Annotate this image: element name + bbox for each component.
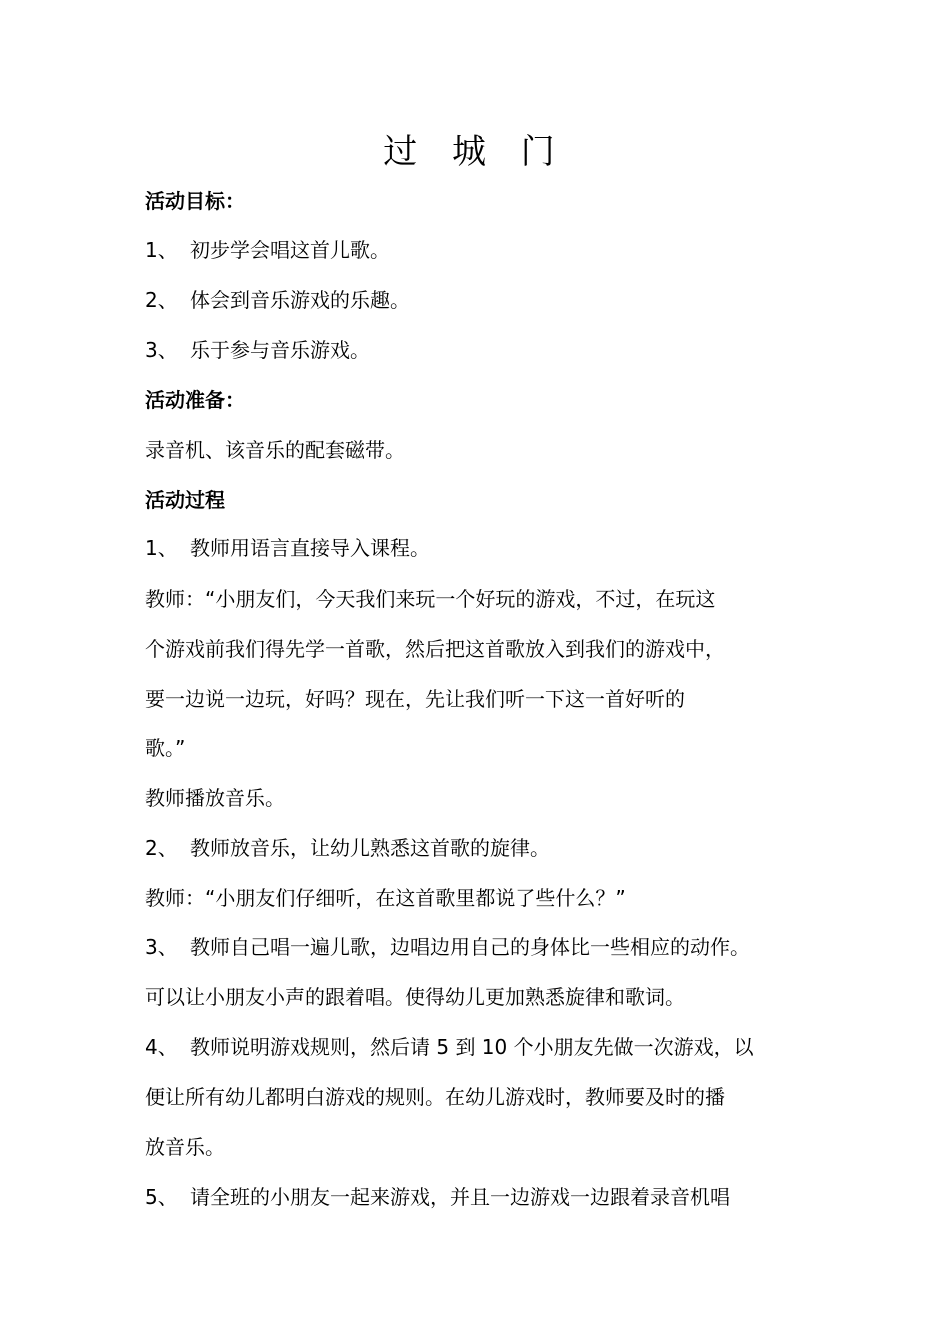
goal-item — [145, 286, 410, 314]
step-text: 教师用语言直接导入课程。 — [190, 536, 430, 560]
step-text: 教师放音乐，让幼儿熟悉这首歌的旋律。 — [190, 836, 550, 860]
step-number: 5、 — [145, 1185, 178, 1209]
goal-number: 3、 — [145, 338, 178, 362]
document-title: 过 城 门 — [383, 132, 567, 172]
prep-heading: 活动准备： — [145, 388, 245, 412]
goal-text: 初步学会唱这首儿歌。 — [190, 238, 390, 262]
step-continuation: 便让所有幼儿都明白游戏的规则。在幼儿游戏时，教师要及时的播 — [145, 1085, 725, 1109]
step-text: 请全班的小朋友一起来游戏，并且一边游戏一边跟着录音机唱 — [190, 1185, 730, 1209]
goal-number: 1、 — [145, 238, 178, 262]
goal-item — [145, 236, 390, 264]
teacher-quote-2: 教师：“小朋友们仔细听，在这首歌里都说了些什么？” — [145, 886, 626, 910]
step-item — [145, 1183, 730, 1211]
step-continuation: 放音乐。 — [145, 1135, 225, 1159]
step-number: 2、 — [145, 836, 178, 860]
step-continuation: 可以让小朋友小声的跟着唱。使得幼儿更加熟悉旋律和歌词。 — [145, 985, 685, 1009]
goal-number: 2、 — [145, 288, 178, 312]
teacher-quote-line: 教师：“小朋友们，今天我们来玩一个好玩的游戏，不过，在玩这 — [145, 587, 716, 611]
teacher-quote-line: 要一边说一边玩，好吗？现在，先让我们听一下这一首好听的 — [145, 687, 685, 711]
teacher-quote-line: 个游戏前我们得先学一首歌，然后把这首歌放入到我们的游戏中， — [145, 637, 725, 661]
step-number: 4、 — [145, 1035, 178, 1059]
teacher-play-text: 教师播放音乐。 — [145, 786, 285, 810]
step-item — [145, 933, 750, 961]
step-text: 教师自己唱一遍儿歌，边唱边用自己的身体比一些相应的动作。 — [190, 935, 750, 959]
goals-heading: 活动目标： — [145, 189, 245, 213]
step-number: 1、 — [145, 536, 178, 560]
goal-item — [145, 336, 370, 364]
step-number: 3、 — [145, 935, 178, 959]
process-heading: 活动过程 — [145, 488, 225, 512]
goal-text: 体会到音乐游戏的乐趣。 — [190, 288, 410, 312]
teacher-quote-line: 歌。” — [145, 736, 186, 760]
step-text: 教师说明游戏规则，然后请 5 到 10 个小朋友先做一次游戏，以 — [190, 1035, 754, 1059]
goal-text: 乐于参与音乐游戏。 — [190, 338, 370, 362]
step-item — [145, 834, 550, 862]
prep-text: 录音机、该音乐的配套磁带。 — [145, 438, 405, 462]
step-item — [145, 1033, 754, 1061]
step-item — [145, 534, 430, 562]
